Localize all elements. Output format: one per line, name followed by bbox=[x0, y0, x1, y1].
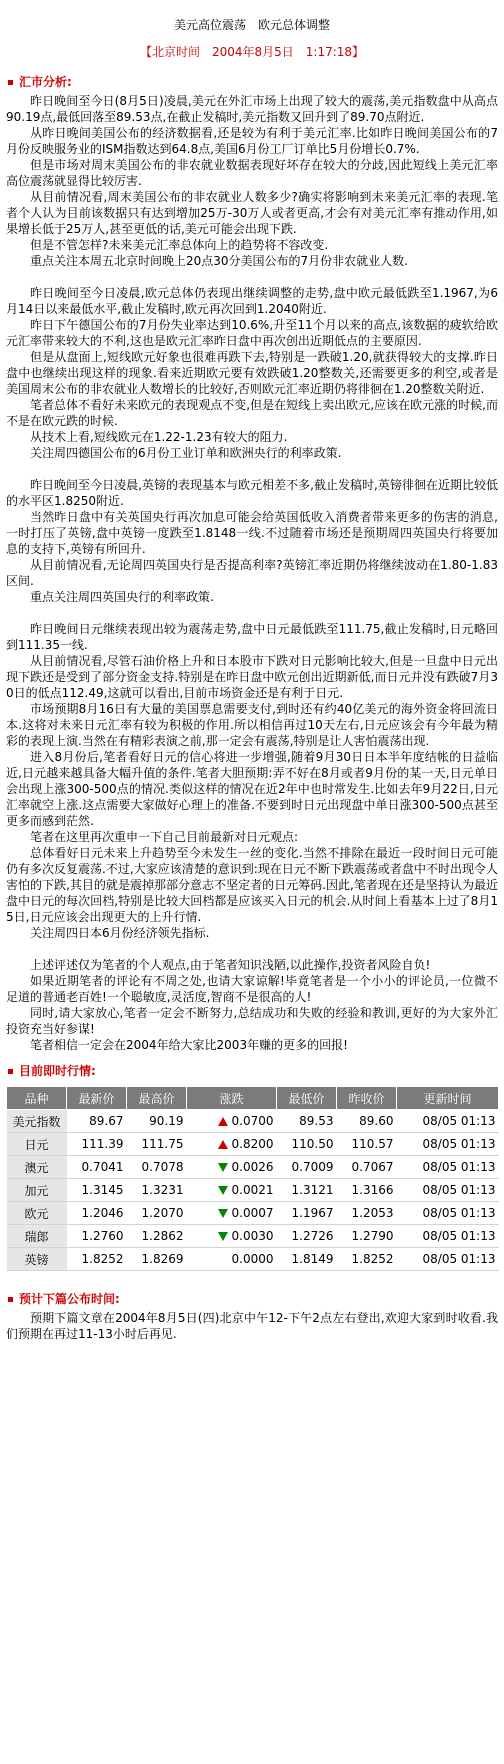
section-heading-label: 预计下篇公布时间: bbox=[19, 1292, 120, 1306]
quote-row bbox=[7, 1133, 499, 1156]
quote-row bbox=[7, 1248, 499, 1271]
quote-time: 08/05 01:13 bbox=[397, 1133, 499, 1156]
section-heading-next bbox=[0, 1291, 504, 1307]
quote-symbol: 加元 bbox=[7, 1179, 67, 1202]
quote-prev: 1.3166 bbox=[337, 1179, 397, 1202]
quote-row bbox=[7, 1156, 499, 1179]
quote-change-value: 0.0000 bbox=[231, 1252, 274, 1266]
quote-high: 111.75 bbox=[127, 1133, 187, 1156]
paragraph: 重点关注周四英国央行的利率政策. bbox=[30, 590, 214, 604]
quote-symbol: 日元 bbox=[7, 1133, 67, 1156]
quote-time: 08/05 01:13 bbox=[397, 1179, 499, 1202]
paragraph: 但是从盘面上,短线欧元好象也很难再跌下去,特别是一跌破1.20,就获得较大的支撑.昨日盘中也继续出现这样的现象.看来近期欧元要有效跌破1.20整数关,还需要更多的利空,或者是美国周末公布的非农就业人数增长的比较好,否则欧元汇率近期仍将徘徊在1.20整数关附近. bbox=[6, 350, 498, 396]
publish-timestamp: 【北京时间 2004年8月5日 1:17:18】 bbox=[139, 45, 365, 59]
paragraph: 从目前情况看,尽管石油价格上升和日本股市下跌对日元影响比较大,但是一旦盘中日元出现下跌还是受到了部分资金支持.特别是在昨日盘中欧元创出近期新低,而日元并没有跌破7月30日的低点112.49,这就可以看出,目前市场资金还是有利于日元. bbox=[6, 654, 498, 700]
quote-change bbox=[187, 1179, 277, 1202]
paragraph-spacer bbox=[6, 605, 498, 621]
quote-low: 0.7009 bbox=[277, 1156, 337, 1179]
quote-symbol: 英镑 bbox=[7, 1248, 67, 1271]
paragraph: 同时,请大家放心,笔者一定会不断努力,总结成功和失败的经验和教训,更好的为大家外汇投资充当好参谋! bbox=[6, 1006, 498, 1036]
section-heading-analysis bbox=[0, 74, 504, 90]
arrow-down-icon bbox=[218, 1209, 228, 1218]
quote-latest: 1.2760 bbox=[67, 1225, 127, 1248]
paragraph: 上述评述仅为笔者的个人观点,由于笔者知识浅陋,以此操作,投资者风险自负! bbox=[30, 958, 431, 972]
paragraph-spacer bbox=[6, 461, 498, 477]
quote-low: 1.8149 bbox=[277, 1248, 337, 1271]
paragraph: 关注周四日本6月份经济领先指标. bbox=[30, 926, 210, 940]
quote-change-value: 0.0700 bbox=[231, 1114, 274, 1128]
paragraph: 笔者总体不看好未来欧元的表现观点不变,但是在短线上卖出欧元,应该在欧元涨的时候,而不是在欧元跌的时候. bbox=[6, 398, 498, 428]
quote-time: 08/05 01:13 bbox=[397, 1202, 499, 1225]
paragraph: 关注周四德国公布的6月份工业订单和欧洲央行的利率政策. bbox=[30, 446, 342, 460]
paragraph: 从目前情况看,周末美国公布的非农就业人数多少?确实将影响到未来美元汇率的表现.笔者个人认为目前该数据只有达到增加25万-30万人或者更高,才会有对美元汇率有推动作用,如果增长低于25万人,甚至更低的话,美元可能会出现下跌. bbox=[6, 190, 498, 236]
bullet-icon bbox=[8, 1069, 13, 1074]
quote-low: 1.1967 bbox=[277, 1202, 337, 1225]
quote-latest: 1.2046 bbox=[67, 1202, 127, 1225]
quote-high: 1.2862 bbox=[127, 1225, 187, 1248]
quote-change bbox=[187, 1133, 277, 1156]
paragraph: 从技术上看,短线欧元在1.22-1.23有较大的阻力. bbox=[30, 430, 288, 444]
quote-low: 110.50 bbox=[277, 1133, 337, 1156]
next-publish-body bbox=[0, 1307, 504, 1342]
quote-time: 08/05 01:13 bbox=[397, 1110, 499, 1133]
quote-change-value: 0.0026 bbox=[231, 1160, 274, 1174]
quote-latest: 1.3145 bbox=[67, 1179, 127, 1202]
quote-time: 08/05 01:13 bbox=[397, 1156, 499, 1179]
bullet-icon bbox=[8, 80, 13, 85]
quote-change-value: 0.8200 bbox=[231, 1137, 274, 1151]
quote-latest: 0.7041 bbox=[67, 1156, 127, 1179]
quote-low: 1.2726 bbox=[277, 1225, 337, 1248]
quote-latest: 1.8252 bbox=[67, 1248, 127, 1271]
quote-change bbox=[187, 1110, 277, 1133]
quote-prev: 1.8252 bbox=[337, 1248, 397, 1271]
paragraph: 市场预期8月16日有大量的美国票息需要支付,到时还有约40亿美元的海外资金将回流日本.这将对未来日元汇率有较为积极的作用.所以相信再过10天左右,日元应该会有今年最为精彩的表现上演.当然在有精彩表演之前,那一定会有震荡,特别是让人害怕震荡出现. bbox=[6, 702, 498, 748]
quote-time: 08/05 01:13 bbox=[397, 1225, 499, 1248]
column-header: 更新时间 bbox=[397, 1087, 499, 1110]
quote-latest: 111.39 bbox=[67, 1133, 127, 1156]
column-header: 最低价 bbox=[277, 1087, 337, 1110]
paragraph: 笔者相信一定会在2004年给大家比2003年赚的更多的回报! bbox=[30, 1038, 348, 1052]
quote-symbol: 澳元 bbox=[7, 1156, 67, 1179]
arrow-up-icon bbox=[218, 1117, 228, 1126]
quote-prev: 89.60 bbox=[337, 1110, 397, 1133]
arrow-down-icon bbox=[218, 1186, 228, 1195]
quotes-table bbox=[6, 1086, 499, 1271]
quote-change bbox=[187, 1156, 277, 1179]
quote-high: 1.8269 bbox=[127, 1248, 187, 1271]
paragraph: 当然昨日盘中有关英国央行再次加息可能会给英国低收入消费者带来更多的伤害的消息,一时打压了英镑,盘中英镑一度跌至1.8148一线.不过随着市场还是预期周四英国央行将要加息的支持下,英镑有所回升. bbox=[6, 510, 498, 556]
quote-change bbox=[187, 1225, 277, 1248]
article-title: 美元高位震荡 欧元总体调整 bbox=[173, 18, 330, 32]
quote-high: 0.7078 bbox=[127, 1156, 187, 1179]
quote-change-value: 0.0007 bbox=[231, 1206, 274, 1220]
quote-symbol: 美元指数 bbox=[7, 1110, 67, 1133]
paragraph: 昨日下午德国公布的7月份失业率达到10.6%,升至11个月以来的高点,该数据的疲软给欧元汇率带来较大的不利,这也是欧元汇率昨日盘中再次创出近期低点的主要原因. bbox=[6, 318, 498, 348]
paragraph: 昨日晚间至今日(8月5日)凌晨,美元在外汇市场上出现了较大的震荡,美元指数盘中从高点90.19点,最低回落至89.53点,在截止发稿时,美元指数又回升到了89.70点附近. bbox=[6, 94, 498, 124]
paragraph: 从昨日晚间美国公布的经济数据看,还是较为有利于美元汇率.比如昨日晚间美国公布的7月份反映服务业的ISM指数达到64.8点,美国6月份工厂订单比5月份增长0.7%. bbox=[6, 126, 498, 156]
quote-symbol: 欧元 bbox=[7, 1202, 67, 1225]
quote-prev: 1.2053 bbox=[337, 1202, 397, 1225]
paragraph: 从目前情况看,无论周四英国央行是否提高利率?英镑汇率近期仍将继续波动在1.80-1.83区间. bbox=[6, 558, 498, 588]
quote-row bbox=[7, 1179, 499, 1202]
quote-latest: 89.67 bbox=[67, 1110, 127, 1133]
quote-high: 90.19 bbox=[127, 1110, 187, 1133]
paragraph: 昨日晚间日元继续表现出较为震荡走势,盘中日元最低跌至111.75,截止发稿时,日元略回到111.35一线. bbox=[6, 622, 498, 652]
paragraph: 重点关注本周五北京时间晚上20点30分美国公布的7月份非农就业人数. bbox=[30, 254, 408, 268]
quote-time: 08/05 01:13 bbox=[397, 1248, 499, 1271]
quote-row bbox=[7, 1225, 499, 1248]
quote-change bbox=[187, 1248, 277, 1271]
arrow-down-icon bbox=[218, 1163, 228, 1172]
quote-prev: 1.2790 bbox=[337, 1225, 397, 1248]
quotes-header-row bbox=[7, 1087, 499, 1110]
quote-row bbox=[7, 1110, 499, 1133]
paragraph: 昨日晚间至今日凌晨,英镑的表现基本与欧元相差不多,截止发稿时,英镑徘徊在近期比较低的水平区1.8250附近. bbox=[6, 478, 498, 508]
paragraph: 但是市场对周末美国公布的非农就业数据表现好坏存在较大的分歧,因此短线上美元汇率高位震荡就显得比较厉害. bbox=[6, 158, 498, 188]
arrow-down-icon bbox=[218, 1232, 228, 1241]
arrow-up-icon bbox=[218, 1140, 228, 1149]
quote-row bbox=[7, 1202, 499, 1225]
paragraph: 总体看好日元未来上升趋势至今未发生一丝的变化.当然不排除在最近一段时间日元可能仍有多次反复震荡.不过,大家应该清楚的意识到:现在日元不断下跌震荡或者盘中不时出现令人害怕的下跌,其目的就是震掉那部分意志不坚定者的日元筹码.因此,笔者现在还是坚持认为最近盘中日元的每次回档,特别是比较大回档都是应该买入日元的机会.从时间上看基本上过了8月15日,日元应该会出现更大的上升行情. bbox=[6, 846, 498, 924]
quote-symbol: 瑞郎 bbox=[7, 1225, 67, 1248]
quote-low: 1.3121 bbox=[277, 1179, 337, 1202]
quote-low: 89.53 bbox=[277, 1110, 337, 1133]
paragraph: 进入8月份后,笔者看好日元的信心将进一步增强,随着9月30日日本半年度结帐的日益临近,日元越来越具备大幅升值的条件.笔者大胆预期:弄不好在8月或者9月份的某一天,日元单日会出现上涨300-500点的情况.类似这样的情况在近2年中也时常发生.比如去年9月22日,日元汇率就空上涨.这点需要大家做好心理上的准备.不要到时日元出现盘中单日涨300-500点甚至更多而感到茫然. bbox=[6, 750, 498, 828]
bullet-icon bbox=[8, 1297, 13, 1302]
quote-prev: 0.7067 bbox=[337, 1156, 397, 1179]
column-header: 品种 bbox=[7, 1087, 67, 1110]
section-heading-label: 目前即时行情: bbox=[19, 1064, 96, 1078]
column-header: 昨收价 bbox=[337, 1087, 397, 1110]
quote-change bbox=[187, 1202, 277, 1225]
paragraph: 预期下篇文章在2004年8月5日(四)北京中午12-下午2点左右登出,欢迎大家到时收看.我们预期在再过11-13小时后再见. bbox=[6, 1311, 498, 1341]
quotes-table-body bbox=[7, 1110, 499, 1271]
quote-high: 1.2070 bbox=[127, 1202, 187, 1225]
analysis-body bbox=[0, 90, 504, 1053]
section-heading-quotes bbox=[0, 1063, 504, 1079]
quote-change-value: 0.0030 bbox=[231, 1229, 274, 1243]
quote-change-value: 0.0021 bbox=[231, 1183, 274, 1197]
paragraph-spacer bbox=[6, 269, 498, 285]
paragraph: 如果近期笔者的评论有不周之处,也请大家谅解!毕竟笔者是一个小小的评论员,一位微不足道的普通老百姓!一个聪敏度,灵活度,智商不是很高的人! bbox=[6, 974, 498, 1004]
section-heading-label: 汇市分析: bbox=[19, 75, 72, 89]
paragraph: 昨日晚间至今日凌晨,欧元总体仍表现出继续调整的走势,盘中欧元最低跌至1.1967,为6月14日以来最低水平,截止发稿时,欧元再次回到1.2040附近. bbox=[6, 286, 498, 316]
quote-prev: 110.57 bbox=[337, 1133, 397, 1156]
column-header: 最新价 bbox=[67, 1087, 127, 1110]
quote-high: 1.3231 bbox=[127, 1179, 187, 1202]
column-header: 涨跌 bbox=[187, 1087, 277, 1110]
column-header: 最高价 bbox=[127, 1087, 187, 1110]
paragraph-spacer bbox=[6, 941, 498, 957]
paragraph: 但是不管怎样?未来美元汇率总体向上的趋势将不容改变. bbox=[30, 238, 329, 252]
paragraph: 笔者在这里再次重申一下自己目前最新对日元观点: bbox=[30, 830, 299, 844]
